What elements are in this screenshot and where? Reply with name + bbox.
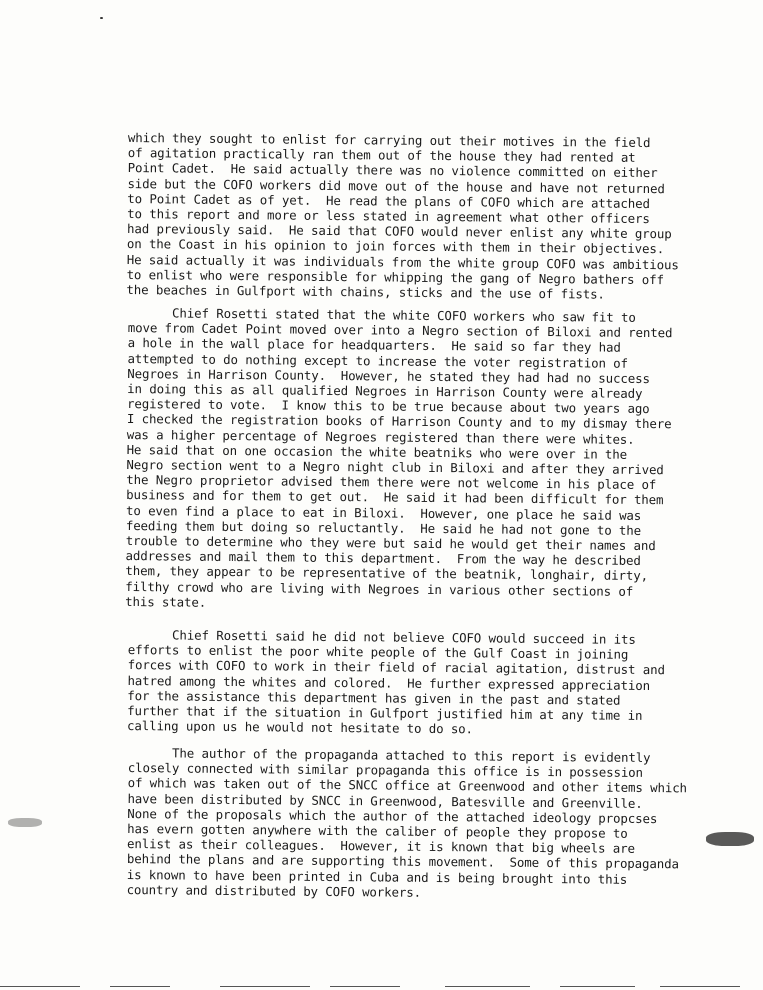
paragraph-3: Chief Rosetti said he did not believe COFO would succeed in its efforts to enlist the poor white people of the Gulf Coast in joining forces with COFO to work in their field of racial agitation, distrust and hatred among the whites and colored. He further expressed appreciation for the assistance this department has given in the past and stated further that if the situation in Gulfport justified him at any time in calling upon us he would not hesitate to do so. xyxy=(126,627,665,737)
scan-edge-line xyxy=(0,986,80,987)
scan-smudge-left xyxy=(8,818,42,827)
paragraph-2: Chief Rosetti stated that the white COFO workers who saw fit to move from Cadet Point moved over into a Negro section of Biloxi and rented a hole in the wall place for headquarters. He said so far they had attempted to do nothing except to increase the voter registration of Negroes in Harrison County. However, he stated they had had no success in doing this as all qualified Negroes in Harrison County were already registered to vote. I know this to be true because about two years ago I checked the registration books of Harrison County and to my dismay there was a higher percentage of Negroes registered than there were whites. He said that on one occasion the white beatniks who were over in the Negro section went to a Negro night club in Biloxi and after they arrived the Negro proprietor advised them there were not welcome in his place of business and for them to get out. He said it had been difficult for them to even find a place to eat in Biloxi. However, one place he said was feeding them but doing so reluctantly. He said he had not gone to the trouble to determine who they were but said he would get their names and addresses and mail them to this department. From the way he described them, they appear to be representative of the beatnik, longhair, dirty, filthy crowd who are living with Negroes in various other sections of this state. xyxy=(125,305,673,610)
scan-edge-line xyxy=(560,986,635,987)
scan-edge-line xyxy=(110,986,170,987)
scan-smudge-right xyxy=(706,832,754,846)
scan-edge-line xyxy=(220,986,310,987)
scan-edge-line xyxy=(660,986,740,987)
scan-edge-line xyxy=(445,986,530,987)
paragraph-4: The author of the propaganda attached to this report is evidently closely connected with similar propaganda this office is in possession of which was taken out of the SNCC office at Greenwood and other items which have been distributed by SNCC in Greenwood, Batesville and Greenville. None of the proposals which the author of the attached ideology propcses has evern gotten anywhere with the caliber of people they propose to enlist as their colleagues. However, it is known that big wheels are behind the plans and are supporting this movement. Some of this propaganda is known to have been printed in Cuba and is being brought into this country and distributed by COFO workers. xyxy=(126,745,688,900)
scan-edge-line xyxy=(330,986,400,987)
scan-speck xyxy=(100,17,103,19)
paragraph-1: which they sought to enlist for carrying out their motives in the field of agitation practically ran them out of the house they had rented at Point Cadet. He said actually there was no violence committed on either side but the COFO workers did move out of the house and have not returned to Point Cadet as of yet. He read the plans of COFO which are attached to this report and more or less stated in agreement what other officers had previously said. He said that COFO would never enlist any white group on the Coast in his opinion to join forces with them in their objectives. He said actually it was individuals from the white group COFO was ambitious to enlist who were responsible for whipping the gang of Negro bathers off the beaches in Gulfport with chains, sticks and the use of fists. xyxy=(126,130,679,302)
